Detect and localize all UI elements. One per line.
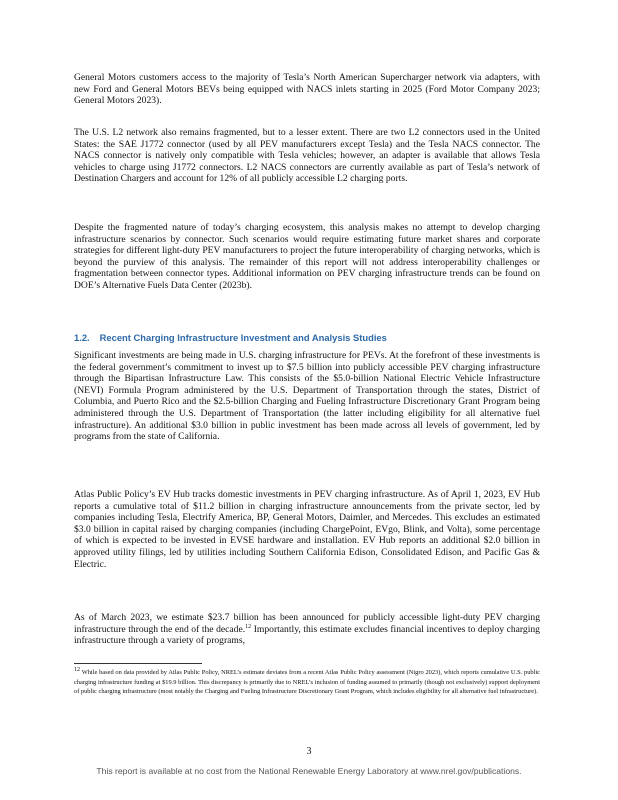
page-number: 3 bbox=[306, 746, 312, 757]
footnote bbox=[74, 668, 540, 697]
footnote-divider bbox=[74, 663, 202, 664]
section-title: Recent Charging Infrastructure Investment and Analysis Studies bbox=[99, 332, 387, 343]
paragraph-ev-hub: Atlas Public Policy’s EV Hub tracks domestic investments in PEV charging infrastructure. As of April 1, 2023, EV Hub reports a cumulative total of $11.2 billion in charging infrastructure announcements from the private sector, led by companies including Tesla, Electrify America, BP, General Motors, Daimler, and Mercedes. This excludes an estimated $3.0 billion in capital raised by charging companies (including ChargePoint, EVgo, Blink, and Volta), some percentage of which is expected to be invested in EVSE hardware and installation. EV Hub reports an additional $2.0 billion in approved utility filings, led by utilities including Southern California Edison, Consolidated Edison, and Pacific Gas & Electric. bbox=[74, 489, 540, 570]
paragraph-nacs-adapters: General Motors customers access to the majority of Tesla’s North American Supercharger network via adapters, with new Ford and General Motors BEVs being equipped with NACS inlets starting in 2025 (Ford Motor Company 2023; General Motors 2023). bbox=[74, 72, 540, 107]
footnote-text: While based on data provided by Atlas Public Policy, NREL’s estimate deviates from a recent Atlas Public Policy assessment (Nigro 2023), which reports cumulative U.S. public charging infrastructure funding at $19.9 billion. This discrepancy is primarily due to NREL’s inclusion of funding assumed to primarily (though not exclusively) support deployment of public charging infrastructure (most notably the Charging and Fueling Infrastructure Discretionary Grant Program, which includes eligibility for all alternative fuel infrastructure). bbox=[74, 669, 541, 696]
paragraph-fragmented-ecosystem: Despite the fragmented nature of today’s charging ecosystem, this analysis makes no attempt to develop charging infrastructure scenarios by connector. Such scenarios would require estimating future market shares and corporate strategies for different light-duty PEV manufacturers to project the future interoperability of charging networks, which is beyond the purview of this analysis. The remainder of this report will not address interoperability challenges or fragmentation between connector types. Additional information on PEV charging infrastructure trends can be found on DOE’s Alternative Fuels Data Center (2023b). bbox=[74, 222, 540, 291]
estimate-text-before: As of March 2023, we estimate $23.7 billion has been announced for publicly accessible light-duty PEV charging infrastructure through the end of the decade. bbox=[74, 612, 540, 635]
footnote-marker: 12 bbox=[74, 666, 80, 673]
paragraph-estimate bbox=[74, 612, 540, 647]
section-heading bbox=[74, 332, 540, 343]
availability-disclaimer: This report is available at no cost from the National Renewable Energy Laboratory at www.nrel.gov/publications. bbox=[96, 766, 522, 776]
footnote-reference[interactable]: 12 bbox=[245, 623, 252, 630]
estimate-text-after: Importantly, this estimate excludes financial incentives to deploy charging infrastructure through a variety of programs, bbox=[74, 623, 540, 647]
paragraph-federal-investment: Significant investments are being made in U.S. charging infrastructure for PEVs. At the forefront of these investments is the federal government’s commitment to invest up to $7.5 billion into publicly accessible PEV charging infrastructure through the Bipartisan Infrastructure Law. This consists of the $5.0-billion National Electric Vehicle Infrastructure (NEVI) Formula Program administered by the U.S. Department of Transportation through the states, District of Columbia, and Puerto Rico and the $2.5-billion Charging and Fueling Infrastructure Discretionary Grant Program being administered through the U.S. Department of Transportation (the latter including eligibility for all alternative fuel infrastructure). An additional $3.0 billion in public investment has been made across all levels of government, led by programs from the state of California. bbox=[74, 350, 540, 443]
section-number: 1.2. bbox=[74, 332, 90, 343]
paragraph-l2-network: The U.S. L2 network also remains fragmented, but to a lesser extent. There are two L2 connectors used in the United States: the SAE J1772 connector (used by all PEV manufacturers except Tesla) and the Tesla NACS connector. The NACS connector is natively only compatible with Tesla vehicles; however, an adapter is available that allows Tesla vehicles to charge using J1772 connectors. L2 NACS connectors are currently available as part of Tesla’s network of Destination Chargers and account for 12% of all publicly accessible L2 charging ports. bbox=[74, 127, 540, 185]
